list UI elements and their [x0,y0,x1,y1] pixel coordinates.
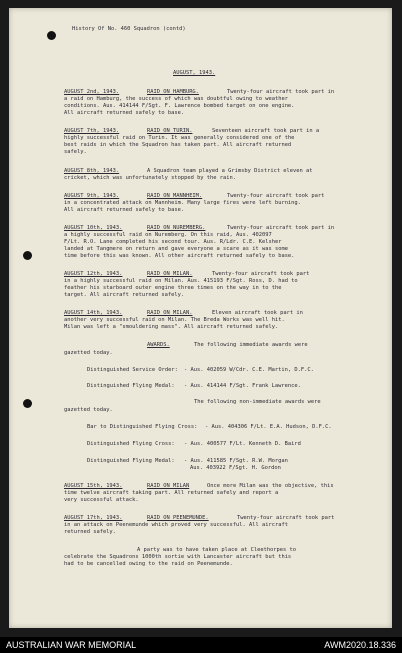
entry-text: cricket, which was unfortunately stopped by the rain. [64,175,237,181]
entry-raid: RAID ON MILAN. [147,271,193,277]
entry-text: Twenty-four aircraft took part in [227,89,335,95]
award-label: Distinguished Service Order: [87,367,178,373]
entry-text: Twenty-four aircraft took part in [227,225,335,231]
entry-text: in a highly successful raid on Milan. Aus. 415193 F/Sgt. Ross, D. had to [64,278,298,284]
footer-source: AUSTRALIAN WAR MEMORIAL [6,640,137,650]
entry-raid: RAID ON NUREMBERG. [147,225,206,231]
award-value: - Aus. 414144 F/Sgt. Frank Lawrence. [184,383,301,389]
entry-text: best raids in which the Squadron has taken part. All aircraft returned [64,142,292,148]
entry-text: All aircraft returned safely to base. [64,207,185,213]
closing-text: had to be cancelled owing to the raid on Peenemunde. [64,561,233,567]
entry-text: another very successful raid on Milan. The Breda Works was well hit. [64,317,285,323]
closing-text: A party was to have taken place at Cleethorpes to [137,547,297,553]
entry-date: AUGUST 8th, 1943. [64,168,120,174]
awards-intro: The following non-immediate awards were [194,399,321,405]
entry-text: feather his starboard outer engine three times on the way in to the [64,285,282,291]
award-value: - Aus. 404306 F/Lt. E.A. Hudson, D.F.C. [205,424,332,430]
awards-intro: gazetted today. [64,350,113,356]
awards-intro: gazetted today. [64,407,113,413]
entry-text: safely. [64,149,87,155]
entry-date: AUGUST 12th, 1943. [64,271,123,277]
entry-date: AUGUST 17th, 1943. [64,515,123,521]
entry-text: Eleven aircraft took part in [212,310,303,316]
closing-text: celebrate the Squadrons 1000th sortie with Lancaster aircraft but this [64,554,292,560]
document-page [9,8,392,628]
entry-raid: RAID ON PEENEMUNDE. [147,515,209,521]
entry-raid: RAID ON MANNHEIM. [147,193,203,199]
entry-text: A Squadron team played a Grimsby District eleven at [147,168,313,174]
footer-bar [0,637,402,653]
page-header: History Of No. 460 Squadron (contd) [72,26,186,32]
entry-text: landed at Tangmere on return and gave everyone a scare as it was some [64,246,288,252]
entry-text: a highly successful raid on Nuremberg. On this raid, Aus. 402097 [64,232,272,238]
award-label: Bar to Distinguished Flying Cross: [87,424,198,430]
entry-text: returned safely. [64,529,116,535]
entry-raid: RAID ON MILAN. [147,310,193,316]
entry-date: AUGUST 10th, 1943. [64,225,123,231]
entry-text: highly successful raid on Turin. It was generally considered one of the [64,135,295,141]
footer-accession-number: AWM2020.18.336 [324,640,396,650]
entry-date: AUGUST 2nd, 1943. [64,89,120,95]
entry-raid: RAID ON HAMBURG. [147,89,199,95]
entry-date: AUGUST 9th, 1943. [64,193,120,199]
awards-heading: AWARDS. [147,342,170,348]
entry-text: Twenty-four aircraft took part [212,271,310,277]
award-value: - Aus. 400577 F/Lt. Kenneth D. Baird [184,441,301,447]
entry-text: conditions. Aus. 414144 F/Sgt. F. Lawrence bombed target on one engine. [64,103,295,109]
entry-text: time twelve aircraft taking part. All returned safely and report a [64,490,279,496]
entry-text: very successful attack. [64,497,139,503]
entry-text: in a concentrated attack on Mannheim. Many large fires were left burning. [64,200,301,206]
punch-hole [23,251,32,260]
entry-text: time before this was known. All other aircraft returned safely to base. [64,253,295,259]
entry-text: a raid on Hamburg, the success of which was doubtful owing to weather [64,96,288,102]
entry-text: Milan was left a "smouldering mass". All aircraft returned safely. [64,324,279,330]
award-value: Aus. 403922 F/Sgt. H. Gordon [190,465,281,471]
entry-text: Twenty-four aircraft took part [227,193,325,199]
entry-text: F/Lt. R.O. Lane completed his second tour. Aus. R/Ldr. C.E. Kelsher [64,239,282,245]
award-label: Distinguished Flying Medal: [87,458,175,464]
punch-hole [23,399,32,408]
entry-text: Twenty-four aircraft took part [237,515,335,521]
entry-raid: RAID ON TURIN. [147,128,193,134]
entry-text: target. All aircraft returned safely. [64,292,185,298]
entry-text: All aircraft returned safely to base. [64,110,185,116]
entry-raid: RAID ON MILAN [147,483,190,489]
entry-text: Seventeen aircraft took part in a [212,128,320,134]
awards-intro: The following immediate awards were [194,342,308,348]
month-heading: AUGUST, 1943. [173,70,216,76]
award-label: Distinguished Flying Cross: [87,441,175,447]
entry-date: AUGUST 7th, 1943. [64,128,120,134]
award-label: Distinguished Flying Medal: [87,383,175,389]
award-value: - Aus. 411585 F/Sgt. R.W. Morgan [184,458,288,464]
entry-text: Once more Milan was the objective, this [207,483,334,489]
award-value: - Aus. 402059 W/Cdr. C.E. Martin, D.F.C. [184,367,314,373]
entry-date: AUGUST 14th, 1943. [64,310,123,316]
entry-text: in an attack on Peenemunde which proved very successful. All aircraft [64,522,288,528]
punch-hole [47,31,56,40]
entry-date: AUGUST 15th, 1943. [64,483,123,489]
